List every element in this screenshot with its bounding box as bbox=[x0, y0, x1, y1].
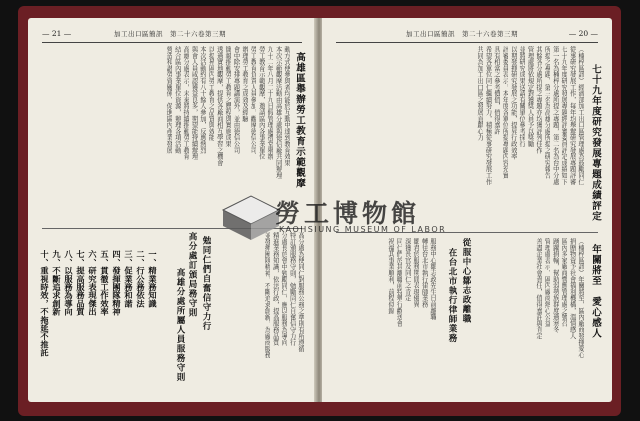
left-heading-mid2: 勉同仁們自奮信守力行 bbox=[201, 236, 211, 331]
text-column: 透過實地觀摩，提供各廠商相互學習之機會 bbox=[215, 46, 223, 166]
text-column: 善盡企業社會責任，值得嘉許與肯定 bbox=[534, 238, 542, 339]
rule-item: 十、重視時效，不拖延不推託 bbox=[40, 250, 50, 357]
text-column: 所提之專題，第三名為高雄分處所提之研究報告 bbox=[543, 46, 551, 179]
text-column: 簡報推動勞工教育之歷程與實施成果 bbox=[224, 46, 232, 147]
right-article-mid bbox=[332, 238, 436, 388]
text-column: 鄒君於服務期間表現優異 bbox=[412, 238, 420, 308]
text-column: 高分處為使同仁對服務公務之準則有所遵循 bbox=[297, 232, 304, 352]
text-column: 結合區內事業單位資源，辦理各項活動 bbox=[173, 46, 181, 154]
rule-item: 九、不斷追求創新 bbox=[52, 250, 62, 316]
text-column: 並將研究成果送請有關單位參考採行 bbox=[518, 46, 526, 147]
rule-item: 六、研究表現傑出 bbox=[88, 250, 98, 316]
left-heading-mid: 高分處訂頒局務守則 bbox=[187, 232, 197, 318]
right-heading-top: 七十九年度研究發展專題成績評定 bbox=[590, 64, 601, 222]
text-column: 同仁們於其離職前特舉行歡送會 bbox=[395, 238, 403, 327]
museum-logo-text: 勞工博物館 bbox=[275, 199, 421, 228]
text-column: 以提昇區內勞工教育之品質與效能 bbox=[207, 46, 215, 141]
text-column: 營造和諧勞資關係，促進區內產業發展 bbox=[165, 46, 173, 154]
text-column: 具有相當之參考價值，值得嘉許 bbox=[492, 46, 500, 135]
text-column: 深獲長官及同仁之肯定 bbox=[403, 238, 411, 301]
right-heading-bottom: 年關將至 愛心感人 bbox=[590, 244, 601, 339]
left-article-mid bbox=[228, 232, 304, 382]
text-column: 區內多家廠商響應管理處之號召 bbox=[560, 238, 568, 327]
museum-watermark-logo bbox=[221, 192, 453, 242]
left-page-number: — 21 — bbox=[42, 29, 72, 38]
text-column: 並發揮團隊精神，不斷追求創新，為廠商服務 bbox=[263, 232, 271, 358]
rule-item: 八、以服務為導向 bbox=[64, 250, 74, 316]
museum-logo-icon bbox=[221, 192, 281, 242]
text-column: 從事研究發展工作，每年均舉辦研究發展專題評審 bbox=[568, 46, 576, 185]
text-column: 管理處將依規定對獲獎人員予以獎勵 bbox=[526, 46, 534, 147]
text-column: 捐贈物資予社會福利機構，溫情感人 bbox=[568, 238, 576, 339]
museum-logo-subtext: KAOHSIUNG MUSEUM OF LABOR bbox=[279, 225, 447, 234]
text-column: 管理處表示，區內廠商熱心公益 bbox=[543, 238, 551, 327]
text-column: 第一名為楠梓分處所提之專題，第二名為台中分處 bbox=[551, 46, 559, 185]
text-column: 以期發揮研究發展之功能，提昇行政效率 bbox=[509, 46, 517, 160]
rule-item: 三、促業務和諧 bbox=[124, 250, 134, 308]
right-heading-mid2: 在台北市執行律師業務 bbox=[447, 248, 457, 343]
rule-item: 七、提高服務品質 bbox=[76, 250, 86, 316]
text-column: 踴躍捐輸，幫助弱勢族群度過寒冬 bbox=[551, 238, 559, 333]
left-header-title: 加工出口區簡訊 第二十六卷第三期 bbox=[114, 30, 226, 38]
text-column: 勞工教育負責人員參加，觀摩德信公司 bbox=[249, 46, 257, 154]
rule-item: 四、發揮團隊精神 bbox=[112, 250, 122, 316]
text-column: 特訂頒服務守則，勉勵同仁自奮信守力行 bbox=[288, 232, 296, 346]
left-article-top bbox=[40, 46, 290, 196]
text-column: 希望各單位同仁繼續努力，積極從事研究發展工作 bbox=[484, 46, 492, 185]
text-column: 九十二年八月二十九日假管理處禮堂舉辦 bbox=[266, 46, 274, 160]
text-column: 共同為加工出口區之發展貢獻心力 bbox=[476, 46, 484, 141]
text-column: 本次示範觀摩活動由高雄分處與德信廠共同辦理 bbox=[274, 46, 282, 179]
text-column: 精進業務知識，依法行政，提高服務品質 bbox=[271, 232, 279, 346]
text-column: 勞工教育示範觀摩，邀請區內各事業單位 bbox=[257, 46, 265, 160]
text-column: 祝福其事業順利，前程似錦 bbox=[386, 238, 394, 314]
text-column: 服務中心鄒志政先生日前離職 bbox=[429, 238, 436, 320]
left-page-header bbox=[42, 28, 302, 43]
left-heading-bottom: 高雄分處所屬人員服務守則 bbox=[175, 268, 185, 382]
rule-item: 二、行公務依法 bbox=[136, 250, 146, 308]
text-column: （楠梓區訊）經濟部加工出口區管理處為鼓勵同仁 bbox=[577, 46, 584, 185]
text-column: （楠梓區訊）年關將至，區內廠商發揮愛心 bbox=[577, 238, 584, 358]
right-page-number: — 20 — bbox=[568, 29, 598, 38]
left-rules-list bbox=[40, 250, 158, 390]
text-column: 辦理勞工教育之成效及經驗 bbox=[240, 46, 248, 122]
right-article-top bbox=[332, 46, 584, 196]
rule-item: 五、貫徹工作效率 bbox=[100, 250, 110, 316]
text-column: 評審委員表示，本年度各單位所提專題內容充實 bbox=[501, 46, 509, 179]
right-heading-mid: 從服中心鄒志政離職 bbox=[461, 238, 471, 324]
right-header-title: 加工出口區簡訊 第二十六卷第三期 bbox=[406, 30, 518, 38]
right-page-header bbox=[336, 28, 598, 43]
text-column: 轉往台北市執行律師業務 bbox=[420, 238, 428, 308]
right-article-bottom bbox=[482, 238, 584, 388]
text-column: 動方式使參與者均能於互動中達到教育效果 bbox=[283, 46, 290, 166]
text-column: 本次活動約有八十餘人參加，反應熱烈 bbox=[198, 46, 206, 154]
text-column: 與會人員咸認獲益良多，期望能持續辦理 bbox=[190, 46, 198, 160]
text-column: 分處長於會中勉勵同仁，應以服務為導向 bbox=[280, 232, 288, 346]
text-column: 其餘各分處所提之專題亦均獲評列佳作 bbox=[534, 46, 542, 154]
left-heading-top: 高雄區舉辦勞工教育示範觀摩 bbox=[294, 52, 305, 189]
rule-item: 一、精業務知識 bbox=[148, 250, 158, 308]
text-column: 七十九年度研究發展專題經評審委員評定成績如下 bbox=[560, 46, 568, 185]
text-column: 會中除安排專題講演外，並由德信公司 bbox=[232, 46, 240, 154]
text-column: 高雄分處表示，未來將持續推動勞工教育 bbox=[182, 46, 190, 160]
book-cover bbox=[18, 6, 621, 416]
